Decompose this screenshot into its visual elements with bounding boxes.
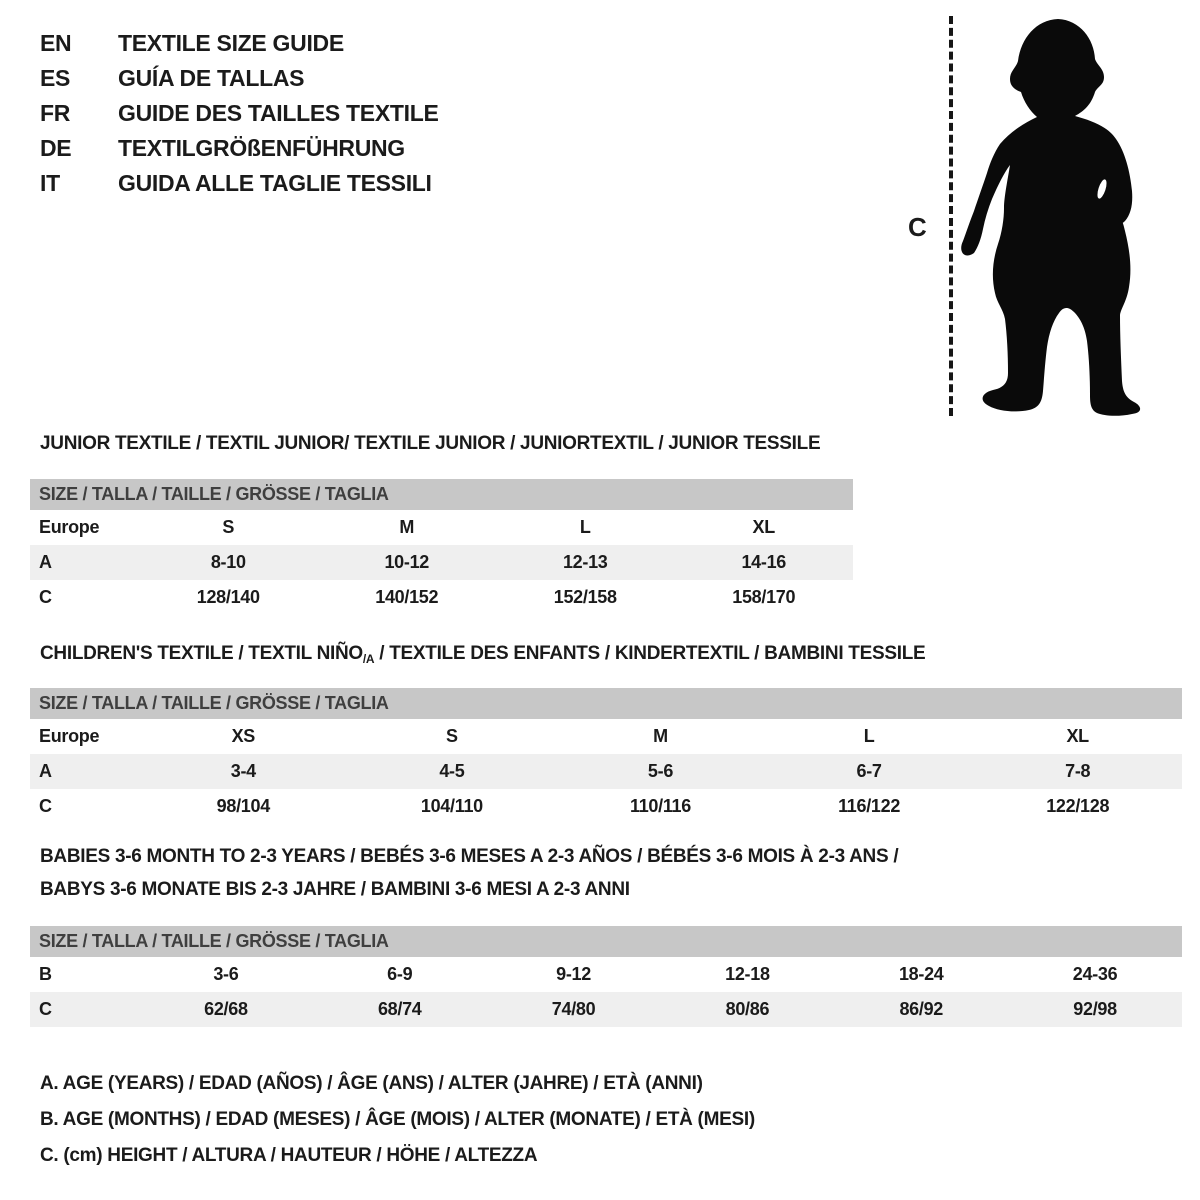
row-label: C [39,796,52,816]
footnote-height: C. (cm) HEIGHT / ALTURA / HAUTEUR / HÖHE / ALTEZZA [40,1145,538,1166]
junior-size-table [30,479,853,615]
children-size-table [30,688,1182,824]
cell: XS [231,726,255,746]
cell: 80/86 [725,999,770,1019]
cell: 158/170 [732,587,796,607]
table-row [30,510,853,545]
section-title-text: CHILDREN'S TEXTILE / TEXTIL NIÑO [40,643,363,664]
section-title-children [40,643,925,665]
footnote-legend [40,1066,755,1174]
cell: M [653,726,668,746]
lang-code: FR [40,100,71,126]
cell: 122/128 [1046,796,1110,816]
section-title-babies-line1: BABIES 3-6 MONTH TO 2-3 YEARS / BEBÉS 3-6 MESES A 2-3 AÑOS / BÉBÉS 3-6 MOIS À 2-3 ANS / [40,846,899,867]
lang-code: DE [40,135,72,161]
height-measure-label: C [908,212,927,242]
cell: 7-8 [1065,761,1091,781]
lang-title: GUIDA ALLE TAGLIE TESSILI [118,170,432,196]
cell: 5-6 [647,761,674,781]
cell: 104/110 [420,796,483,816]
language-header [40,26,439,201]
table-row [30,545,853,580]
lang-code: IT [40,170,60,196]
cell: 62/68 [204,999,248,1019]
lang-title: TEXTILE SIZE GUIDE [118,30,344,56]
size-table-header: SIZE / TALLA / TAILLE / GRÖSSE / TAGLIA [30,688,1182,719]
section-title-babies-line2: BABYS 3-6 MONATE BIS 2-3 JAHRE / BAMBINI 3-6 MESI A 2-3 ANNI [40,879,630,900]
section-title-text: / TEXTILE DES ENFANTS / KINDERTEXTIL / BAMBINI TESSILE [374,643,926,664]
row-label: A [39,761,52,781]
cell: 110/116 [629,796,691,816]
footnote-age-years: A. AGE (YEARS) / EDAD (AÑOS) / ÂGE (ANS) / ALTER (JAHRE) / ETÀ (ANNI) [40,1073,703,1094]
table-row [30,719,1182,754]
cell: 3-6 [213,964,239,984]
lang-code: ES [40,65,71,91]
lang-title: GUIDE DES TAILLES TEXTILE [118,100,439,126]
cell: 128/140 [196,587,260,607]
cell: XL [1066,726,1089,746]
cell: 6-7 [856,761,882,781]
cell: 14-16 [741,552,787,572]
toddler-silhouette-icon [958,13,1143,418]
cell: 4-5 [439,761,465,781]
lang-row-en [40,26,439,61]
cell: 152/158 [553,587,617,607]
height-measure-dashed-line [949,16,953,416]
cell: 140/152 [375,587,439,607]
cell: 92/98 [1073,999,1117,1019]
cell: L [579,517,591,537]
lang-code: EN [40,30,72,56]
row-label: Europe [39,726,100,746]
cell: 116/122 [838,796,901,816]
section-title-junior: JUNIOR TEXTILE / TEXTIL JUNIOR/ TEXTILE JUNIOR / JUNIORTEXTIL / JUNIOR TESSILE [40,433,821,454]
cell: XL [752,517,775,537]
size-table-header: SIZE / TALLA / TAILLE / GRÖSSE / TAGLIA [30,926,1182,957]
cell: L [863,726,875,746]
lang-row-it [40,166,439,201]
cell: 8-10 [210,552,246,572]
cell: 24-36 [1072,964,1118,984]
lang-row-es [40,61,439,96]
row-label: C [39,587,52,607]
cell: 3-4 [230,761,256,781]
footnote-age-months: B. AGE (MONTHS) / EDAD (MESES) / ÂGE (MOIS) / ALTER (MONATE) / ETÀ (MESI) [40,1109,755,1130]
table-row [30,754,1182,789]
cell: 10-12 [384,552,430,572]
cell: 6-9 [387,964,413,984]
lang-row-de [40,131,439,166]
lang-title: TEXTILGRÖßENFÜHRUNG [118,135,405,161]
table-row [30,957,1182,992]
cell: 98/104 [216,796,270,816]
cell: 68/74 [377,999,422,1019]
cell: 74/80 [551,999,596,1019]
cell: 12-18 [725,964,770,984]
row-label: C [39,999,52,1019]
lang-title: GUÍA DE TALLAS [118,65,305,91]
cell: M [399,517,415,537]
table-row [30,789,1182,824]
table-row [30,580,853,615]
cell: 18-24 [898,964,944,984]
lang-row-fr [40,96,439,131]
cell: 86/92 [899,999,943,1019]
table-row [30,992,1182,1027]
cell: S [446,726,458,746]
cell: 12-13 [562,552,608,572]
cell: 9-12 [556,964,591,984]
row-label: A [39,552,52,572]
section-title-subscript: /A [362,652,375,666]
cell: S [222,517,235,537]
size-table-header: SIZE / TALLA / TAILLE / GRÖSSE / TAGLIA [30,479,853,510]
row-label: Europe [39,517,100,537]
babies-size-table [30,926,1182,1027]
row-label: B [39,964,52,984]
